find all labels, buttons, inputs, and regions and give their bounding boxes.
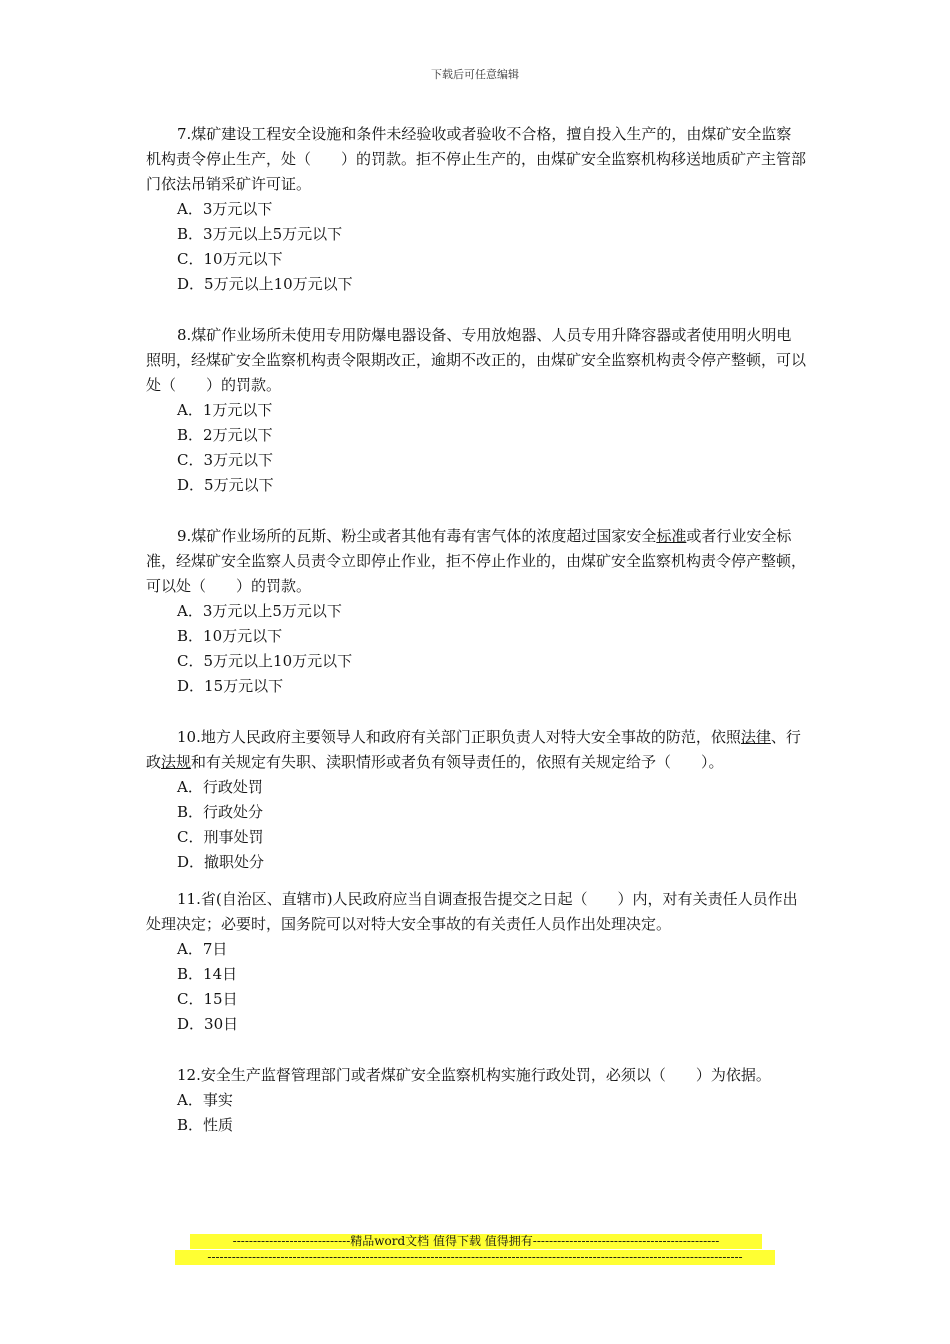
question-9 (146, 524, 806, 699)
link-standard[interactable]: 标准 (656, 527, 687, 545)
question-stem: 8.煤矿作业场所未使用专用防爆电器设备、专用放炮器、人员专用升降容器或者使用明火明电照明，经煤矿安全监察机构责令限期改正，逾期不改正的，由煤矿安全监察机构责令停产整顿，可以处（ ）的罚款。 (146, 326, 807, 394)
option-d: D．撤职处分 (177, 853, 265, 871)
option-a: A．7日 (177, 940, 228, 958)
question-stem: 9.煤矿作业场所的瓦斯、粉尘或者其他有毒有害气体的浓度超过国家安全标准或者行业安全标准，经煤矿安全监察人员责令立即停止作业，拒不停止作业的，由煤矿安全监察机构责令停产整顿，可以处（ ）的罚款。 (146, 527, 807, 595)
page-header: 下载后可任意编辑 (431, 68, 519, 81)
footer-banner-line2: ------------------------------------------------------------------------------------------------------------------------------------ (175, 1250, 775, 1265)
option-b: B．性质 (177, 1116, 234, 1134)
option-b: B．3万元以上5万元以下 (177, 225, 343, 243)
option-b: B．14日 (177, 965, 238, 983)
footer-banner-line1: -----------------------------精品word文档 值得下载 值得拥有---------------------------------------------- (190, 1234, 762, 1249)
question-stem: 12.安全生产监督管理部门或者煤矿安全监察机构实施行政处罚，必须以（ ）为依据。 (177, 1066, 771, 1084)
question-stem: 11.省(自治区、直辖市)人民政府应当自调查报告提交之日起（ ）内，对有关责任人员作出处理决定；必要时，国务院可以对特大安全事故的有关责任人员作出处理决定。 (146, 890, 798, 933)
question-stem: 10.地方人民政府主要领导人和政府有关部门正职负责人对特大安全事故的防范，依照法律、行政法规和有关规定有失职、渎职情形或者负有领导责任的，依照有关规定给予（ ）。 (146, 728, 801, 771)
option-a: A．1万元以下 (177, 401, 273, 419)
option-c: C．10万元以下 (177, 250, 283, 268)
question-7 (146, 122, 806, 297)
option-c: C．5万元以上10万元以下 (177, 652, 353, 670)
option-a: A．事实 (177, 1091, 233, 1109)
question-12 (146, 1063, 806, 1138)
question-stem: 7.煤矿建设工程安全设施和条件未经验收或者验收不合格，擅自投入生产的，由煤矿安全监察机构责令停止生产，处（ ）的罚款。拒不停止生产的，由煤矿安全监察机构移送地质矿产主管部门依法吊销采矿许可证。 (146, 125, 807, 193)
question-8 (146, 323, 806, 498)
option-c: C．刑事处罚 (177, 828, 264, 846)
option-a: A．行政处罚 (177, 778, 263, 796)
document-body (146, 122, 806, 1164)
question-11 (146, 887, 806, 1037)
option-c: C．3万元以下 (177, 451, 274, 469)
option-b: B．10万元以下 (177, 627, 283, 645)
option-a: A．3万元以下 (177, 200, 273, 218)
option-a: A．3万元以上5万元以下 (177, 602, 342, 620)
option-d: D．5万元以上10万元以下 (177, 275, 353, 293)
option-b: B．行政处分 (177, 803, 264, 821)
link-regulation[interactable]: 法规 (161, 753, 192, 771)
option-c: C．15日 (177, 990, 238, 1008)
option-d: D．15万元以下 (177, 677, 284, 695)
option-b: B．2万元以下 (177, 426, 273, 444)
link-law[interactable]: 法律 (740, 728, 771, 746)
option-d: D．5万元以下 (177, 476, 274, 494)
question-10 (146, 725, 806, 875)
option-d: D．30日 (177, 1015, 239, 1033)
